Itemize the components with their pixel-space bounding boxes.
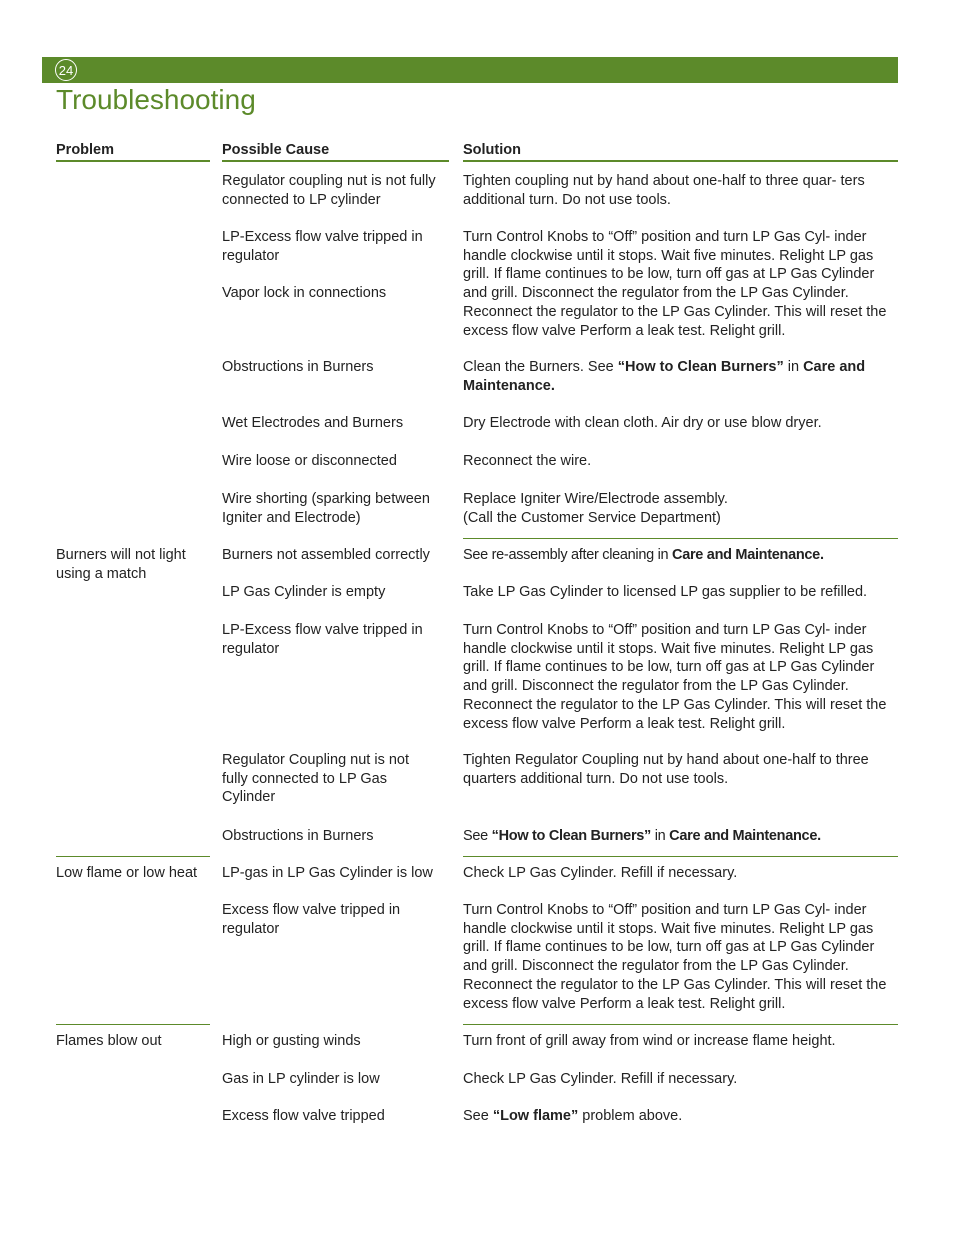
solution-cell: Tighten coupling nut by hand about one-half to three quar- ters additional turn. Do not use tools.: [463, 173, 865, 208]
cause-cell: Gas in LP cylinder is low: [222, 1071, 380, 1087]
cause-cell: Wire loose or disconnected: [222, 453, 397, 469]
solution-emphasis: Care and Maintenance.: [672, 547, 824, 563]
solution-text: in: [783, 359, 804, 375]
solution-emphasis: “How to Clean Burners”: [491, 828, 652, 844]
problem-cell: Flames blow out: [56, 1033, 162, 1049]
solution-cell: [463, 490, 898, 527]
cause-cell: LP-gas in LP Gas Cylinder is low: [222, 865, 433, 881]
cause-cell: Wet Electrodes and Burners: [222, 415, 404, 431]
solution-text: See: [463, 1108, 493, 1124]
solution-cell: Check LP Gas Cylinder. Refill if necessary.: [463, 865, 738, 881]
solution-cell: Dry Electrode with clean cloth. Air dry or use blow dryer.: [463, 415, 822, 431]
cause-cell: Regulator Coupling nut is not fully connected to LP Gas Cylinder: [222, 752, 410, 806]
problem-cell: Low flame or low heat: [56, 865, 198, 881]
row-divider: [463, 856, 898, 857]
cause-cell: High or gusting winds: [222, 1033, 361, 1049]
cause-cell: Obstructions in Burners: [222, 359, 374, 375]
cause-cell: Obstructions in Burners: [222, 828, 374, 844]
row-divider: [463, 538, 898, 539]
solution-text: See re-assembly after cleaning in: [463, 547, 673, 563]
cause-cell: LP-Excess flow valve tripped in regulator: [222, 622, 423, 657]
solution-line: (Call the Customer Service Department): [463, 509, 721, 526]
cause-cell: Vapor lock in connections: [222, 285, 387, 301]
page-number-badge: 24: [55, 59, 77, 81]
solution-text: problem above.: [578, 1108, 683, 1124]
row-divider: [463, 1024, 898, 1025]
row-divider: [56, 856, 210, 857]
header-possible-cause: Possible Cause: [222, 142, 449, 162]
solution-emphasis: Care and Maintenance.: [463, 359, 866, 394]
solution-text: See: [463, 828, 492, 844]
solution-cell: Turn front of grill away from wind or increase flame height.: [463, 1033, 836, 1049]
solution-cell: Tighten Regulator Coupling nut by hand about one-half to three quarters additional turn. Do not use tools.: [463, 752, 869, 787]
solution-cell: Take LP Gas Cylinder to licensed LP gas supplier to be refilled.: [463, 584, 868, 600]
cause-cell: Regulator coupling nut is not fully connected to LP cylinder: [222, 173, 436, 208]
solution-emphasis: “Low flame”: [492, 1108, 579, 1124]
solution-text: Clean the Burners. See: [463, 359, 618, 375]
solution-text: in: [651, 828, 670, 844]
solution-cell: Turn Control Knobs to “Off” position and turn LP Gas Cyl- inder handle clockwise until it stops. Wait five minutes. Relight LP gas grill. If flame continues to be low, turn off gas at LP Gas Cylinder and grill. Disconnect the regulator from the LP Gas Cylinder. Reconnect the regulator to the LP Gas Cylinder. This will reset the excess flow valve Perform a leak test. Relight grill.: [463, 229, 887, 339]
header-bar: [42, 57, 898, 83]
solution-emphasis: Care and Maintenance.: [669, 828, 821, 844]
row-divider: [56, 1024, 210, 1025]
solution-cell: [463, 546, 898, 565]
solution-line: Replace Igniter Wire/Electrode assembly.: [463, 491, 728, 507]
solution-cell: Check LP Gas Cylinder. Refill if necessary.: [463, 1071, 738, 1087]
header-problem: Problem: [56, 142, 210, 162]
cause-cell: LP-Excess flow valve tripped in regulator: [222, 229, 423, 264]
page-title: Troubleshooting: [56, 84, 256, 115]
cause-cell: LP Gas Cylinder is empty: [222, 584, 386, 600]
cause-cell: Excess flow valve tripped: [222, 1108, 385, 1124]
solution-cell: [463, 358, 898, 395]
header-solution: Solution: [463, 142, 898, 162]
solution-cell: [463, 827, 898, 846]
cause-cell: Wire shorting (sparking between Igniter and Electrode): [222, 491, 430, 526]
solution-cell: [463, 1107, 898, 1126]
solution-cell: Reconnect the wire.: [463, 453, 592, 469]
cause-cell: Excess flow valve tripped in regulator: [222, 902, 401, 937]
problem-cell: Burners will not light using a match: [56, 547, 186, 582]
solution-emphasis: “How to Clean Burners”: [617, 359, 784, 375]
cause-cell: Burners not assembled correctly: [222, 547, 430, 563]
solution-cell: Turn Control Knobs to “Off” position and turn LP Gas Cyl- inder handle clockwise until it stops. Wait five minutes. Relight LP gas grill. If flame continues to be low, turn off gas at LP Gas Cylinder and grill. Disconnect the regulator from the LP Gas Cylinder. Reconnect the regulator to the LP Gas Cylinder. This will reset the excess flow valve Perform a leak test. Relight grill.: [463, 902, 887, 1012]
solution-cell: Turn Control Knobs to “Off” position and turn LP Gas Cyl- inder handle clockwise until it stops. Wait five minutes. Relight LP gas grill. If flame continues to be low, turn off gas at LP Gas Cylinder and grill. Disconnect the regulator from the LP Gas Cylinder. Reconnect the regulator to the LP Gas Cylinder. This will reset the excess flow valve Perform a leak test. Relight grill.: [463, 622, 887, 732]
